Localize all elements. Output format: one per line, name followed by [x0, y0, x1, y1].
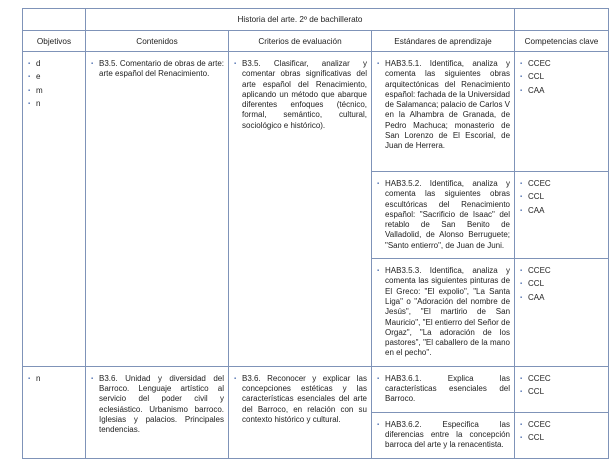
estandar-text: ▪ HAB3.5.1. Identifica, analiza y comenta las siguientes obras arquitectónicas del Renacimiento español: fachada de la Universidad de Salamanca; palacio de Carlos V en la Alhambra de Granada, de Pedro Machuca; monasterio de San Lorenzo de El Escorial, de Juan de Herrera.	[376, 59, 510, 152]
objetivo-item: ▪ n	[27, 374, 81, 384]
competencias-cell	[515, 366, 609, 412]
competencia-item: ▪ CAA	[519, 86, 604, 96]
estandar-text: ▪ HAB3.5.3. Identifica, analiza y comenta las siguientes pinturas de El Greco: "El expolio", "La Santa Liga" o "Adoración del nombre de Jesús", "El martirio de San Mauricio", "El entierro del Señor de Orgaz", "La adoración de los pastores", "El caballero de la mano en el pecho".	[376, 266, 510, 359]
header-estandares: Estándares de aprendizaje	[372, 31, 515, 52]
competencia-item: ▪ CCL	[519, 72, 604, 82]
competencias-cell	[515, 52, 609, 172]
objetivo-item: ▪ n	[27, 99, 81, 109]
title-blank-cell-right	[515, 9, 609, 31]
curriculum-table	[22, 8, 609, 459]
estandar-cell	[372, 52, 515, 172]
table-row	[23, 52, 609, 172]
header-contenidos: Contenidos	[86, 31, 229, 52]
header-row	[23, 31, 609, 52]
objetivos-cell	[23, 366, 86, 458]
header-competencias: Competencias clave	[515, 31, 609, 52]
criterio-text: ▪ B3.5. Clasificar, analizar y comentar obras significativas del arte español del Renacimiento, aplicando un método que abarque diferentes enfoques (técnico, formal, semántico, cultural, sociológico e histórico).	[233, 59, 367, 131]
competencia-item: ▪ CCL	[519, 192, 604, 202]
criterio-cell	[229, 366, 372, 458]
estandar-text: ▪ HAB3.6.2. Especifica las diferencias entre la concepción barroca del arte y la renacentista.	[376, 420, 510, 451]
competencias-cell	[515, 172, 609, 259]
criterio-cell	[229, 52, 372, 367]
estandar-cell	[372, 366, 515, 412]
objetivos-cell	[23, 52, 86, 367]
competencia-item: ▪ CAA	[519, 206, 604, 216]
title-row	[23, 9, 609, 31]
competencia-item: ▪ CCEC	[519, 420, 604, 430]
estandar-cell	[372, 412, 515, 458]
table-title: Historia del arte. 2º de bachillerato	[86, 9, 515, 31]
objetivo-item: ▪ e	[27, 72, 81, 82]
competencia-item: ▪ CCL	[519, 387, 604, 397]
contenido-cell	[86, 52, 229, 367]
contenido-text: ▪ B3.6. Unidad y diversidad del Barroco. Lenguaje artístico al servicio del poder civil y eclesiástico. Urbanismo barroco. Iglesias y palacios. Principales tendencias.	[90, 374, 224, 436]
competencia-item: ▪ CAA	[519, 293, 604, 303]
criterio-text: ▪ B3.6. Reconocer y explicar las concepciones estéticas y las características esenciales del arte del Barroco, en relación con su contexto histórico y cultural.	[233, 374, 367, 425]
competencia-item: ▪ CCEC	[519, 374, 604, 384]
objetivo-item: ▪ m	[27, 86, 81, 96]
contenido-cell	[86, 366, 229, 458]
competencias-cell	[515, 412, 609, 458]
objetivo-item: ▪ d	[27, 59, 81, 69]
title-blank-cell	[23, 9, 86, 31]
contenido-text: ▪ B3.5. Comentario de obras de arte: arte español del Renacimiento.	[90, 59, 224, 80]
header-objetivos: Objetivos	[23, 31, 86, 52]
estandar-text: ▪ HAB3.6.1. Explica las características esenciales del Barroco.	[376, 374, 510, 405]
competencia-item: ▪ CCL	[519, 433, 604, 443]
competencias-cell	[515, 259, 609, 367]
estandar-cell	[372, 259, 515, 367]
estandar-cell	[372, 172, 515, 259]
curriculum-document	[22, 8, 608, 459]
competencia-item: ▪ CCEC	[519, 179, 604, 189]
table-row	[23, 366, 609, 412]
competencia-item: ▪ CCL	[519, 279, 604, 289]
estandar-text: ▪ HAB3.5.2. Identifica, analiza y comenta las siguientes obras escultóricas del Renacimiento español: "Sacrificio de Isaac" del retablo de San Benito de Valladolid, de Alonso Berruguete; "Santo entierro", de Juan de Juni.	[376, 179, 510, 251]
competencia-item: ▪ CCEC	[519, 59, 604, 69]
header-criterios: Criterios de evaluación	[229, 31, 372, 52]
competencia-item: ▪ CCEC	[519, 266, 604, 276]
